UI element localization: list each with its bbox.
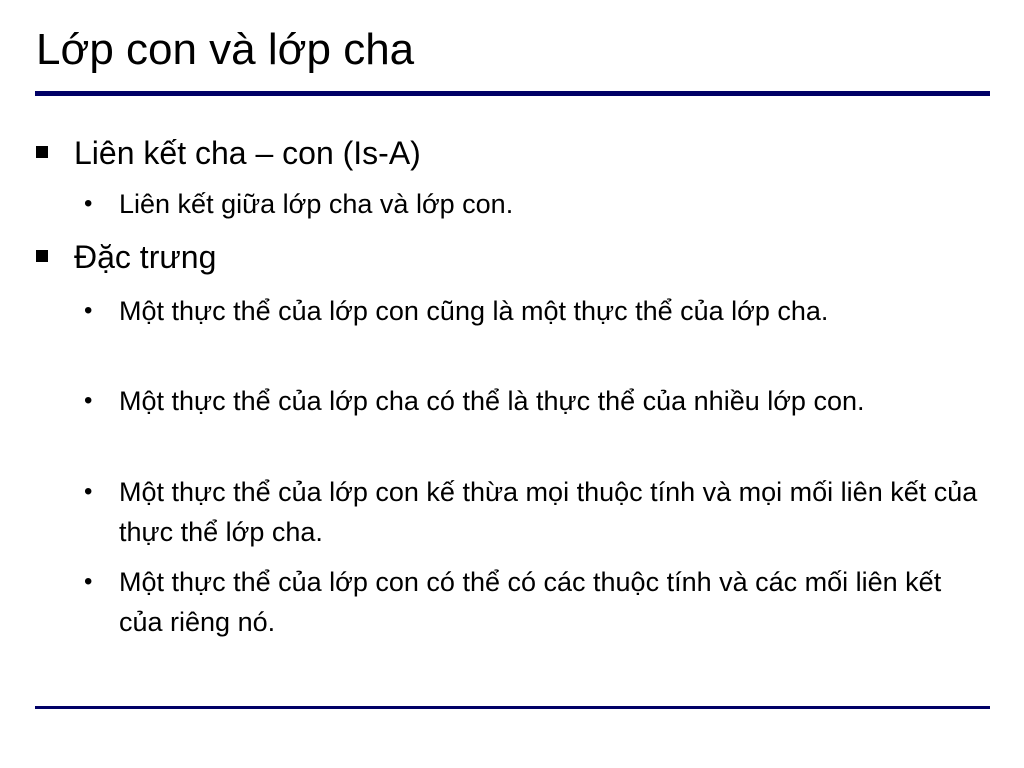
bullet-level2 [84, 472, 984, 552]
bullet-text: Liên kết giữa lớp cha và lớp con. [119, 189, 514, 219]
bullet-level2 [84, 184, 984, 224]
bullet-text: Liên kết cha – con (Is-A) [74, 135, 421, 171]
round-bullet-icon: • [84, 387, 93, 414]
bullet-text: Một thực thể của lớp con cũng là một thực thể của lớp cha. [119, 296, 829, 326]
round-bullet-icon: • [84, 478, 93, 505]
round-bullet-icon: • [84, 568, 93, 595]
round-bullet-icon: • [84, 297, 93, 324]
bullet-text: Một thực thể của lớp cha có thể là thực thể của nhiều lớp con. [119, 386, 865, 416]
title-underline [35, 91, 990, 96]
slide-title: Lớp con và lớp cha [36, 25, 415, 74]
bullet-level2 [84, 291, 984, 331]
bullet-text: Một thực thể của lớp con có thể có các thuộc tính và các mối liên kết của riêng nó. [119, 567, 942, 637]
bullet-level2 [84, 381, 984, 421]
round-bullet-icon: • [84, 190, 93, 217]
footer-rule [35, 706, 990, 709]
bullet-level2 [84, 562, 984, 642]
square-bullet-icon [36, 146, 48, 158]
bullet-text: Một thực thể của lớp con kế thừa mọi thuộc tính và mọi mối liên kết của thực thể lớp cha. [119, 477, 978, 547]
square-bullet-icon [36, 250, 48, 262]
bullet-text: Đặc trưng [74, 239, 217, 275]
